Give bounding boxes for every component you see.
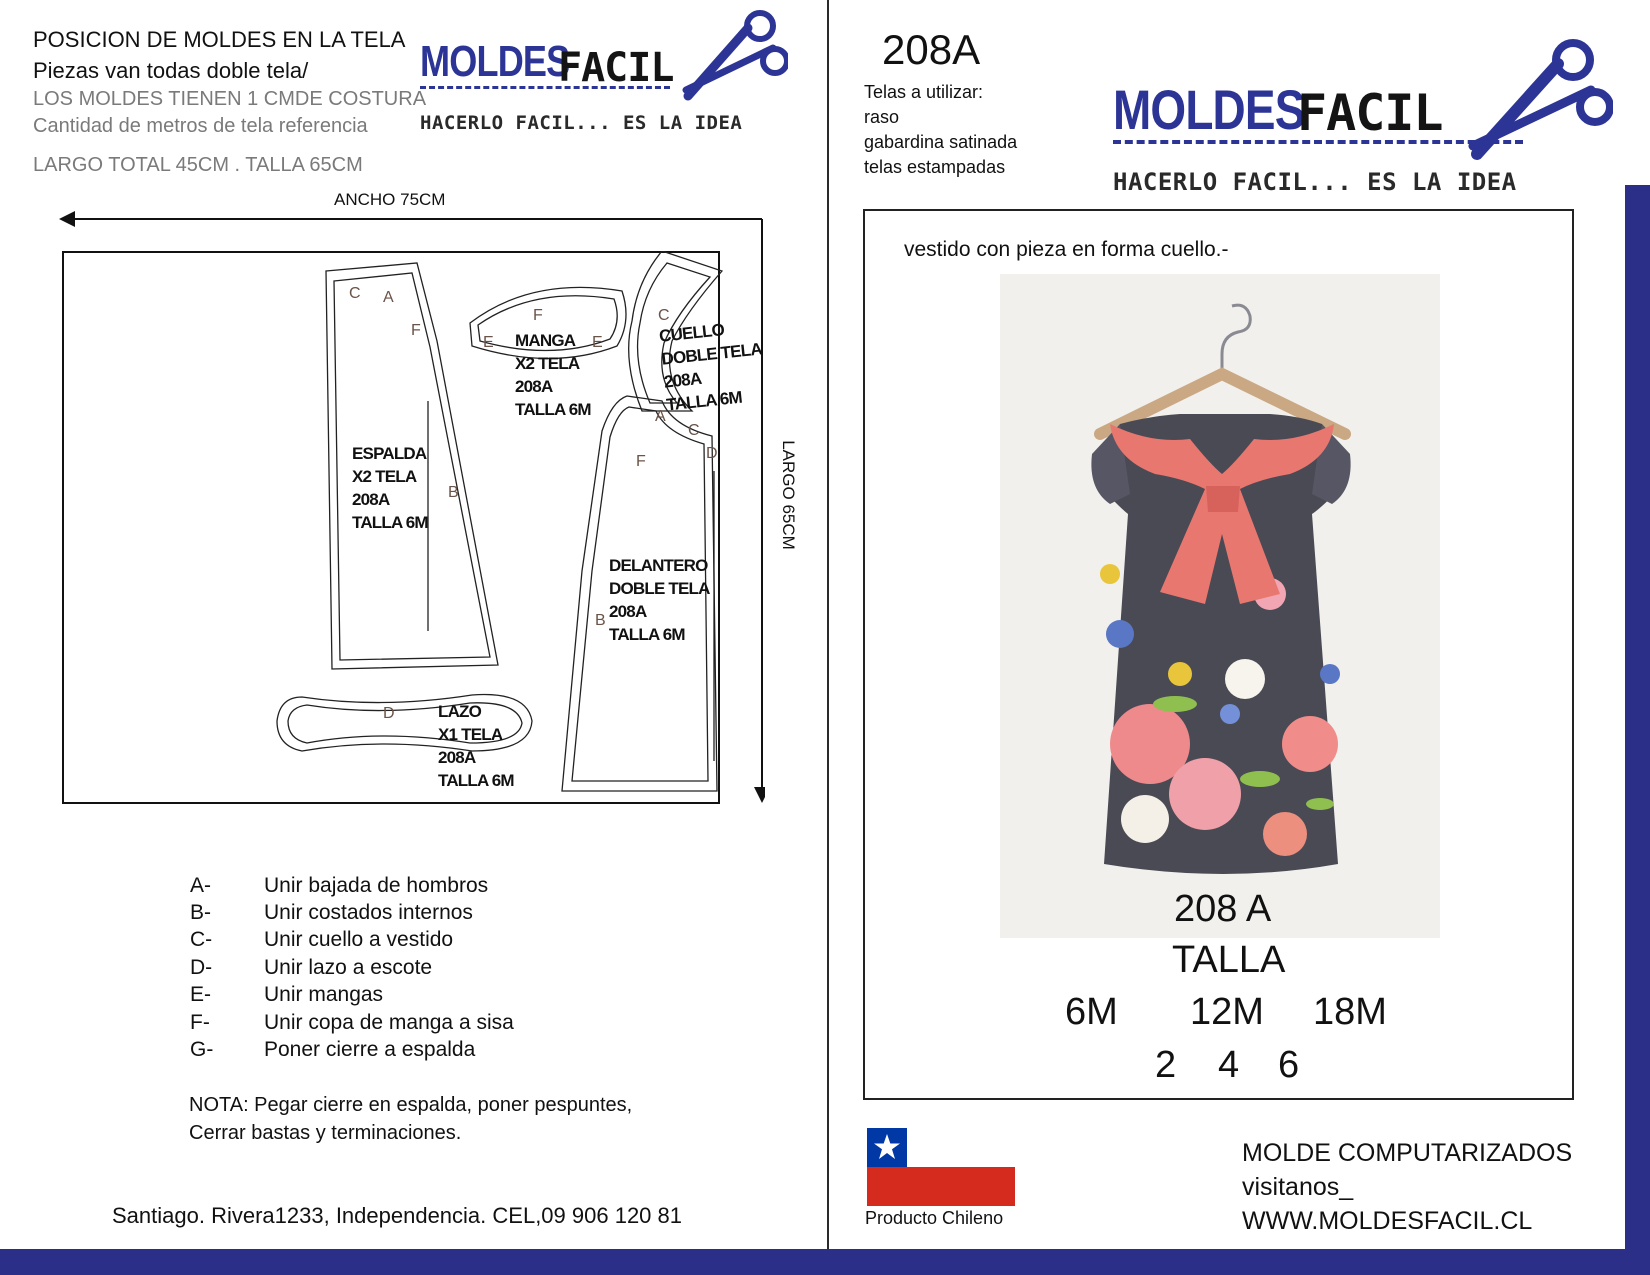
fabric-item: raso — [864, 107, 900, 127]
bottom-accent-bar — [0, 1249, 1650, 1275]
scissors-icon — [678, 8, 788, 103]
fabric-item: gabardina satinada — [864, 132, 1018, 152]
nota-line-2: Cerrar bastas y terminaciones. — [189, 1122, 462, 1144]
caption-talla: TALLA — [1172, 939, 1286, 981]
dress-photo — [1000, 274, 1440, 938]
layout-title: POSICION DE MOLDES EN LA TELA — [33, 27, 406, 52]
delantero-letter-f: F — [636, 453, 646, 470]
manga-letter-f: F — [533, 307, 543, 324]
cuello-letter-c-bottom: C — [688, 422, 700, 439]
fabrics-title: Telas a utilizar: — [864, 82, 984, 102]
layout-subtitle: Piezas van todas doble tela/ — [33, 58, 309, 83]
side-accent-bar — [1625, 185, 1650, 1249]
cuello-label: CUELLO DOBLE TELA 208A TALLA 6M — [658, 320, 763, 415]
flag-caption: Producto Chileno — [865, 1208, 1004, 1228]
logo-facil-text: FACIL — [558, 45, 674, 91]
product-description: vestido con pieza en forma cuello.- — [904, 238, 1229, 261]
manga-label: MANGA X2 TELA 208A TALLA 6M — [515, 331, 591, 419]
espalda-letter-a: A — [383, 289, 394, 306]
manga-letter-e-right: E — [592, 334, 603, 351]
cuello-letter-a: A — [655, 408, 666, 425]
scissors-icon — [1463, 36, 1613, 161]
caption-code: 208 A — [1174, 888, 1272, 930]
pattern-code: 208A — [882, 26, 981, 73]
espalda-letter-b: B — [448, 484, 459, 501]
logo-moldes-text: MOLDES — [1113, 78, 1305, 141]
fabric-note: Cantidad de metros de tela referencia — [33, 115, 368, 137]
length-note: LARGO TOTAL 45CM . TALLA 65CM — [33, 154, 363, 176]
brand-logo-small — [420, 38, 810, 138]
size-option: 12M — [1190, 991, 1264, 1033]
manga-letter-e-left: E — [483, 334, 494, 351]
delantero-letter-d: D — [706, 445, 718, 462]
website-link[interactable]: WWW.MOLDESFACIL.CL — [1242, 1207, 1533, 1235]
address-line: Santiago. Rivera1233, Independencia. CEL,09 906 120 81 — [112, 1203, 682, 1228]
cuello-letter-c-top: C — [658, 307, 670, 324]
size-option: 2 — [1155, 1044, 1177, 1086]
size-option: 18M — [1313, 991, 1387, 1033]
width-label: ANCHO 75CM — [334, 190, 446, 209]
nota-line-1: NOTA: Pegar cierre en espalda, poner pespuntes, — [189, 1094, 633, 1116]
seam-note: LOS MOLDES TIENEN 1 CMDE COSTURA — [33, 88, 427, 110]
page-divider — [827, 0, 829, 1275]
size-option: 4 — [1218, 1044, 1240, 1086]
footer-line-2: visitanos_ — [1242, 1173, 1354, 1201]
lazo-letter-d: D — [383, 705, 395, 722]
logo-facil-text: FACIL — [1297, 84, 1443, 142]
brand-logo-large — [1113, 80, 1633, 200]
espalda-letter-f: F — [411, 322, 421, 339]
size-option: 6 — [1278, 1044, 1300, 1086]
logo-moldes-text: MOLDES — [420, 37, 570, 86]
delantero-label: DELANTERO DOBLE TELA 208A TALLA 6M — [609, 556, 710, 644]
size-option: 6M — [1065, 991, 1118, 1033]
chile-flag-icon — [867, 1128, 1015, 1206]
espalda-letter-c: C — [349, 285, 361, 302]
delantero-letter-b: B — [595, 612, 606, 629]
dress-illustration — [1000, 274, 1440, 938]
logo-tagline: HACERLO FACIL... ES LA IDEA — [1113, 168, 1517, 196]
footer-line-1: MOLDE COMPUTARIZADOS — [1242, 1139, 1573, 1167]
espalda-label: ESPALDA X2 TELA 208A TALLA 6M — [352, 444, 428, 532]
lazo-label: LAZO X1 TELA 208A TALLA 6M — [438, 702, 514, 790]
logo-tagline: HACERLO FACIL... ES LA IDEA — [420, 112, 743, 134]
fabric-item: telas estampadas — [864, 157, 1006, 177]
height-label: LARGO 65CM — [778, 440, 798, 550]
